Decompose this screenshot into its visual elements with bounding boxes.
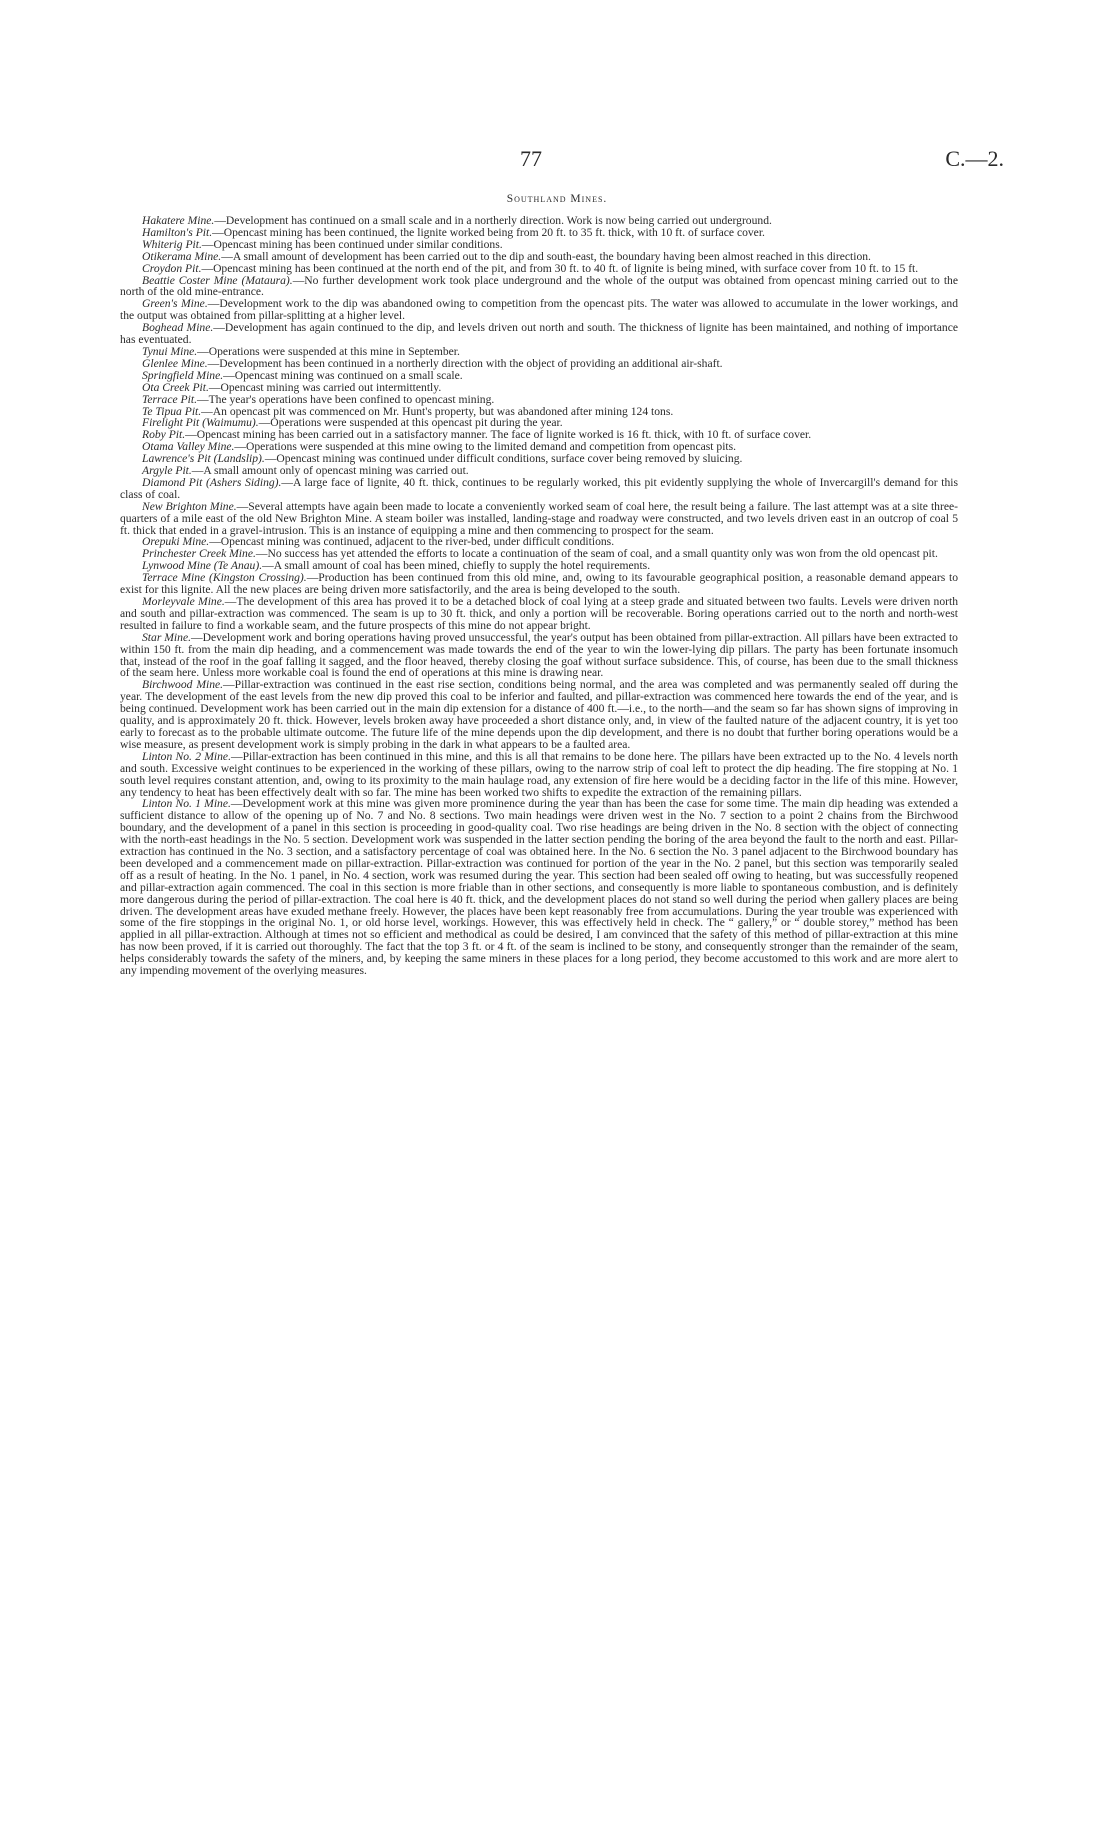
mine-name: Ota Creek Pit. — [142, 380, 209, 394]
page-number: 77 — [520, 146, 542, 171]
mine-report-text: —A small amount of development has been carried out to the dip and south-east, the boundary having been almost reached in this direction. — [221, 249, 871, 263]
mine-report-text: —Development has continued on a small scale and in a northerly direction. Work is now being carried out underground. — [214, 214, 772, 227]
mine-name: Springfield Mine. — [142, 368, 224, 382]
mine-report-text: —Pillar-extraction has been continued in this mine, and this is all that remains to be done here. The pillars have been extracted up to the No. 4 levels north and south. Excessive weight continues to be experienced in the working of these pillars, owing to the narrow strip of coal left to protect the dip heading. The fire stopping at No. 1 south level requires constant attention, and, owing to its proximity to the main haulage road, any extension of fire here would be a deciding factor in the life of this mine. However, any tendency to heat has been effectively dealt with so far. The mine has been worked two shifts to expedite the extraction of the remaining pillars. — [120, 749, 959, 799]
mine-report-text: —Several attempts have again been made to locate a conveniently worked seam of coal here, the result being a failure. The last attempt was at a site three-quarters of a mile east of the old New Brighton Mine. A steam boiler was installed, landing-stage and roadway were constructed, and two levels driven east in an outcrop of coal 5 ft. thick that ended in a gravel-intrusion. This is an instance of equipping a mine and then commencing to prospect for the seam. — [120, 499, 958, 537]
mine-name: Firelight Pit (Waimumu). — [142, 416, 259, 430]
mine-name: Morleyvale Mine. — [142, 595, 225, 608]
section-title: Southland Mines. — [506, 193, 608, 205]
mine-name: Croydon Pit. — [142, 261, 202, 275]
mine-report-text: —Opencast mining was carried out intermittently. — [208, 380, 442, 394]
mine-report-text: —A small amount only of opencast mining was carried out. — [191, 464, 469, 478]
report-body — [120, 215, 958, 977]
mine-name: Terrace Mine (Kingston Crossing). — [142, 571, 307, 585]
mine-name: Argyle Pit. — [142, 464, 192, 478]
mine-report-text: —The year's operations have been confined to opencast mining. — [196, 392, 495, 406]
mine-name: Orepuki Mine. — [142, 535, 210, 549]
mine-name: Tynui Mine. — [142, 344, 198, 358]
mine-report-text: —Operations were suspended at this opencast pit during the year. — [258, 416, 563, 430]
mine-report-text: —Operations were suspended at this mine in September. — [197, 344, 460, 358]
mine-paragraph — [120, 298, 958, 322]
mine-report-text: —No success has yet attended the efforts to locate a continuation of the seam of coal, and a small quantity only was won from the old opencast pit. — [255, 547, 938, 561]
mine-name: Te Tipua Pit. — [142, 404, 202, 418]
mine-paragraph — [120, 632, 958, 680]
mine-paragraph — [120, 275, 958, 299]
mine-report-text: —Opencast mining was continued, adjacent to the river-bed, under difficult conditions. — [209, 535, 615, 549]
mine-name: Otama Valley Mine. — [142, 440, 235, 454]
mine-report-text: —Production has been continued from this old mine, and, owing to its favourable geographical position, a reasonable demand appears to exist for this lignite. All the new places are being driven more satisfactorily, and the area is being developed to the south. — [120, 571, 959, 597]
mine-paragraph — [120, 501, 958, 537]
mine-name: Hamilton's Pit. — [142, 225, 213, 239]
mine-paragraph — [120, 679, 958, 750]
mine-name: Diamond Pit (Ashers Siding). — [142, 475, 282, 489]
mine-report-text: —Operations were suspended at this mine owing to the limited demand and competition from opencast pits. — [234, 440, 737, 454]
mine-name: Roby Pit. — [142, 428, 186, 442]
mine-paragraph — [120, 798, 958, 977]
mine-name: Hakatere Mine. — [142, 214, 215, 227]
mine-report-text: —A small amount of coal has been mined, chiefly to supply the hotel requirements. — [262, 559, 651, 573]
mine-name: Birchwood Mine. — [142, 678, 224, 692]
mine-report-text: —An opencast pit was commenced on Mr. Hunt's property, but was abandoned after mining 124 tons. — [201, 404, 674, 418]
mine-report-text: —A large face of lignite, 40 ft. thick, continues to be regularly worked, this pit evidently supplying the whole of Invercargill's demand for this class of coal. — [120, 475, 958, 501]
mine-paragraph — [120, 322, 958, 346]
mine-report-text: —Opencast mining has been continued, the lignite worked being from 20 ft. to 35 ft. thick, with 10 ft. of surface cover. — [212, 225, 765, 239]
mine-report-text: —The development of this area has proved it to be a detached block of coal lying at a steep grade and situated between two faults. Levels were driven north and south and pillar-extraction was commenced. The seam is up to 30 ft. thick, and only a portion will be recoverable. Boring operations carried out to the north and north-west resulted in failure to find a workable seam, and the future prospects of this mine do not appear bright. — [120, 595, 958, 632]
mine-name: Star Mine. — [142, 630, 191, 644]
mine-report-text: —No further development work took place underground and the whole of the output was obtained from opencast mining carried out to the north of the old mine-entrance. — [120, 273, 958, 299]
mine-name: Lawrence's Pit (Landslip). — [142, 452, 265, 466]
mine-report-text: —Opencast mining has been continued at the north end of the pit, and from 30 ft. to 40 ft. of lignite is being mined, with surface cover from 10 ft. to 15 ft. — [201, 261, 919, 275]
mine-report-text: —Development work at this mine was given more prominence during the year than has been the case for some time. The main dip heading was extended a sufficient distance to allow of the opening up of No. 7 and No. 8 sections. Two main headings were driven west in the No. 7 section to a point 2 chains from the Birchwood boundary, and the development of a panel in this section is proceeding in good-quality coal. Two rise headings are being driven in the No. 8 section with the object of connecting with the north-east headings in the No. 5 section. Development work was suspended in the latter section pending the boring of the area beyond the fault to the north and east. Pillar-extraction has continued in the No. 3 section, and a satisfactory percentage of coal was obtained here. In the No. 6 section the No. 3 panel adjacent to the Birchwood boundary has been developed and a commencement made on pillar-extraction. Pillar-extraction was continued for portion of the year in the No. 2 panel, but this section was temporarily sealed off as a result of heating. In the No. 1 panel, in No. 4 section, work was resumed during the year. This section had been sealed off owing to heating, but was successfully reopened and pillar-extraction again commenced. The coal in this section is more friable than in other sections, and consequently is more liable to spontaneous combustion, and is definitely more dangerous during the period of pillar-extraction. The coal here is 40 ft. thick, and the development places do not stand so well during the period when gallery places are being driven. The development areas have exuded methane freely. However, the places have been kept reasonably free from accumulations. During the year trouble was experienced with some of the fire stoppings in the original No. 1, or old horse level, workings. However, this was effectively held in check. The “ gallery,” or “ double storey,” method has been applied in all pillar-extraction. Although at times not so efficient and methodical as could be desired, I am convinced that the safety of this method of pillar-extraction at this mine has now been proved, if it is carried out thoroughly. The fact that the top 3 ft. or 4 ft. of the seam is inclined to be stony, and consequently stronger than the remainder of the seam, helps considerably towards the safety of the miners, and, by keeping the same miners in these places for a long period, they become accustomed to this work and are more alert to any impending movement of the overlying measures. — [120, 797, 959, 978]
mine-report-text: —Opencast mining was continued under difficult conditions, surface cover being removed by sluicing. — [264, 452, 743, 466]
mine-name: Glenlee Mine. — [142, 356, 208, 370]
mine-name: Green's Mine. — [142, 297, 208, 311]
mine-name: Lynwood Mine (Te Anau). — [142, 559, 263, 573]
mine-name: Beattie Coster Mine (Mataura). — [142, 273, 293, 287]
mine-name: Princhester Creek Mine. — [142, 547, 256, 561]
mine-name: Linton No. 1 Mine. — [142, 797, 231, 811]
mine-paragraph — [120, 572, 958, 596]
mine-report-text: —Opencast mining has been carried out in a satisfactory manner. The face of lignite worked is 16 ft. thick, with 10 ft. of surface cover. — [185, 428, 812, 442]
mine-report-text: —Development work to the dip was abandoned owing to competition from the opencast pits. The water was allowed to accumulate in the lower workings, and the output was obtained from pillar-splitting at a higher level. — [120, 297, 958, 323]
document-code: C.—2. — [945, 146, 1004, 171]
mine-report-text: —Opencast mining has been continued under similar conditions. — [201, 237, 503, 251]
mine-paragraph — [120, 477, 958, 501]
mine-name: Linton No. 2 Mine. — [142, 749, 231, 763]
mine-report-text: —Development work and boring operations having proved unsuccessful, the year's output has been obtained from pillar-extraction. All pillars have been extracted to within 150 ft. from the main dip heading, and a commencement was made towards the end of the year to win the lower-lying dip pillars. The party has been fortunate insomuch that, instead of the roof in the goaf falling it sagged, and the floor heaved, thereby closing the goaf without surface subsidence. This, of course, has been due to the small thickness of the seam here. Unless more workable coal is found the end of operations at this mine is drawing near. — [120, 630, 958, 680]
mine-report-text: —Development has again continued to the dip, and levels driven out north and south. The thickness of lignite has been maintained, and nothing of importance has eventuated. — [120, 321, 958, 347]
mine-report-text: —Development has been continued in a northerly direction with the object of providing an additional air-shaft. — [207, 356, 723, 370]
mine-name: Terrace Pit. — [142, 392, 197, 406]
mine-name: Boghead Mine. — [142, 321, 214, 335]
mine-name: Whiterig Pit. — [142, 237, 202, 251]
mine-paragraph — [120, 596, 958, 632]
mine-report-text: —Opencast mining was continued on a small scale. — [223, 368, 463, 382]
mine-name: Otikerama Mine. — [142, 249, 222, 263]
mine-name: New Brighton Mine. — [142, 499, 237, 513]
mine-paragraph — [120, 751, 958, 799]
mine-report-text: —Pillar-extraction was continued in the east rise section, conditions being normal, and the area was completed and was permanently sealed off during the year. The development of the east levels from the new dip proved this coal to be inferior and faulted, and pillar-extraction was commenced here towards the end of the year, and is being continued. Development work has been carried out in the main dip extension for a distance of 400 ft.—i.e., to the north—and the seam so far has shown signs of improving in quality, and is approximately 20 ft. thick. However, levels broken away have proceeded a short distance only, and, in view of the faulted nature of the adjacent country, it is yet too early to forecast as to the probable ultimate outcome. The future life of the mine depends upon the dip development, and there is no doubt that further boring operations would be a wise measure, as present development work is simply probing in the dark in what appears to be a faulted area. — [120, 678, 958, 751]
